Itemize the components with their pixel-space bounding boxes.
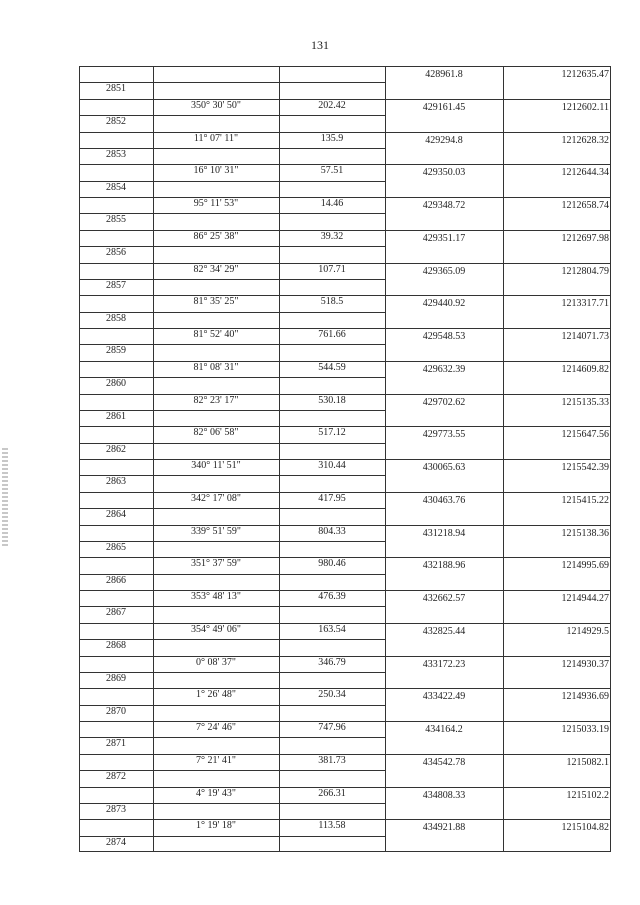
table-row-border xyxy=(385,132,611,133)
bearing-value: 7° 21' 41" xyxy=(196,754,236,766)
distance-value: 57.51 xyxy=(320,165,344,177)
easting-value: 1214944.27 xyxy=(561,593,609,604)
bearing-value: 81° 52' 40" xyxy=(193,329,239,340)
table-row-border xyxy=(385,819,611,820)
easting-value: 1215647.56 xyxy=(561,429,609,441)
station-number: 2860 xyxy=(106,378,126,390)
table-row-border xyxy=(385,426,611,427)
northing-value: 429440.92 xyxy=(422,298,466,310)
table-row-border xyxy=(385,525,611,526)
table-row-border xyxy=(385,394,611,395)
northing-value: 434808.33 xyxy=(422,789,466,801)
distance-value: 250.34 xyxy=(318,689,346,701)
table-row-border xyxy=(385,295,611,296)
table-row-border xyxy=(385,851,611,852)
station-number: 2868 xyxy=(106,640,126,652)
distance-value: 804.33 xyxy=(318,525,346,537)
northing-value: 433172.23 xyxy=(422,658,466,670)
table-row-border xyxy=(79,66,385,67)
easting-value: 1212804.79 xyxy=(561,265,609,277)
station-number: 2872 xyxy=(106,771,126,783)
station-number: 2866 xyxy=(106,574,126,586)
bearing-value: 7° 24' 46" xyxy=(196,722,236,733)
distance-value: 39.32 xyxy=(320,230,344,242)
station-number: 2856 xyxy=(106,247,126,259)
table-row-border xyxy=(385,99,611,100)
table-row-border xyxy=(385,492,611,493)
easting-value: 1215138.36 xyxy=(561,527,609,539)
distance-value: 530.18 xyxy=(318,394,346,406)
easting-value: 1212644.34 xyxy=(561,167,609,179)
distance-value: 381.73 xyxy=(318,754,346,766)
table-row-border xyxy=(385,263,611,264)
table-row-border xyxy=(385,164,611,165)
easting-value: 1215135.33 xyxy=(561,396,609,408)
bearing-value: 342° 17' 08" xyxy=(191,492,241,504)
distance-value: 761.66 xyxy=(318,329,346,340)
station-number: 2869 xyxy=(106,672,126,684)
station-number: 2874 xyxy=(106,836,126,848)
margin-stamp xyxy=(2,448,8,548)
easting-value: 1215542.39 xyxy=(561,462,609,473)
distance-value: 544.59 xyxy=(318,361,346,373)
easting-value: 1212697.98 xyxy=(561,232,609,244)
coordinates-table xyxy=(79,66,611,852)
distance-value: 517.12 xyxy=(318,427,346,439)
station-number: 2870 xyxy=(106,705,126,717)
bearing-value: 351° 37' 59" xyxy=(191,558,241,570)
station-number: 2853 xyxy=(106,148,126,160)
easting-value: 1215082.1 xyxy=(566,756,609,768)
station-number: 2852 xyxy=(106,116,126,128)
distance-value: 476.39 xyxy=(318,591,346,602)
table-row-border xyxy=(385,754,611,755)
bearing-value: 1° 19' 18" xyxy=(196,820,236,832)
station-number: 2863 xyxy=(106,476,126,488)
table-row-border xyxy=(385,197,611,198)
bearing-value: 81° 08' 31" xyxy=(193,361,239,373)
northing-value: 429632.39 xyxy=(422,363,466,375)
table-row-border xyxy=(385,721,611,722)
table-row-border xyxy=(385,590,611,591)
page-number: 131 xyxy=(311,38,329,52)
station-number: 2867 xyxy=(106,607,126,619)
distance-value: 980.46 xyxy=(318,558,346,570)
northing-value: 429548.53 xyxy=(422,331,466,342)
northing-value: 429702.62 xyxy=(422,396,466,408)
distance-value: 310.44 xyxy=(318,460,346,471)
distance-value: 518.5 xyxy=(320,296,344,308)
easting-value: 1214936.69 xyxy=(561,691,609,703)
easting-value: 1212602.11 xyxy=(561,101,609,113)
station-number: 2851 xyxy=(106,83,126,95)
bearing-value: 82° 06' 58" xyxy=(193,427,239,439)
distance-value: 135.9 xyxy=(320,132,344,144)
bearing-value: 81° 35' 25" xyxy=(193,296,239,308)
table-row-border xyxy=(385,361,611,362)
station-number: 2861 xyxy=(106,410,126,422)
northing-value: 428961.8 xyxy=(425,69,463,80)
table-row-border xyxy=(385,557,611,558)
table-row-border xyxy=(385,459,611,460)
table-row-border xyxy=(385,66,611,67)
table-row-border xyxy=(385,688,611,689)
station-number: 2854 xyxy=(106,181,126,193)
northing-value: 429348.72 xyxy=(422,200,466,211)
easting-value: 1215033.19 xyxy=(561,724,609,735)
distance-value: 107.71 xyxy=(318,263,346,275)
bearing-value: 350° 30' 50" xyxy=(191,99,241,111)
northing-value: 434921.88 xyxy=(422,822,466,834)
bearing-value: 86° 25' 38" xyxy=(193,230,239,242)
bearing-value: 16° 10' 31" xyxy=(193,165,239,177)
northing-value: 432188.96 xyxy=(422,560,466,572)
easting-value: 1213317.71 xyxy=(561,298,609,310)
northing-value: 429365.09 xyxy=(422,265,466,277)
easting-value: 1214929.5 xyxy=(566,625,609,637)
easting-value: 1214995.69 xyxy=(561,560,609,572)
easting-value: 1212635.47 xyxy=(561,69,609,80)
distance-value: 163.54 xyxy=(318,623,346,635)
easting-value: 1214609.82 xyxy=(561,363,609,375)
easting-value: 1214930.37 xyxy=(561,658,609,670)
station-number: 2873 xyxy=(106,803,126,815)
table-row-border xyxy=(385,328,611,329)
northing-value: 429351.17 xyxy=(422,232,466,244)
easting-value: 1215104.82 xyxy=(561,822,609,834)
table-row-border xyxy=(385,787,611,788)
station-number: 2855 xyxy=(106,214,126,226)
northing-value: 432825.44 xyxy=(422,625,466,637)
northing-value: 430463.76 xyxy=(422,494,466,506)
station-number: 2857 xyxy=(106,279,126,291)
bearing-value: 0° 08' 37" xyxy=(196,656,236,668)
bearing-value: 354° 49' 06" xyxy=(191,623,241,635)
station-number: 2871 xyxy=(106,738,126,750)
table-row-border xyxy=(79,851,385,852)
bearing-value: 1° 26' 48" xyxy=(196,689,236,701)
northing-value: 433422.49 xyxy=(422,691,466,703)
distance-value: 202.42 xyxy=(318,99,346,111)
distance-value: 747.96 xyxy=(318,722,346,733)
bearing-value: 82° 23' 17" xyxy=(193,394,239,406)
northing-value: 429294.8 xyxy=(425,134,463,146)
northing-value: 434542.78 xyxy=(422,756,466,768)
bearing-value: 340° 11' 51" xyxy=(191,460,241,471)
distance-value: 266.31 xyxy=(318,787,346,799)
station-number: 2858 xyxy=(106,312,126,324)
bearing-value: 95° 11' 53" xyxy=(193,198,239,209)
distance-value: 113.58 xyxy=(318,820,346,832)
bearing-value: 353° 48' 13" xyxy=(191,591,241,602)
northing-value: 432662.57 xyxy=(422,593,466,604)
northing-value: 430065.63 xyxy=(422,462,466,473)
easting-value: 1215415.22 xyxy=(561,494,609,506)
easting-value: 1214071.73 xyxy=(561,331,609,342)
table-row-border xyxy=(385,656,611,657)
bearing-value: 339° 51' 59" xyxy=(191,525,241,537)
distance-value: 417.95 xyxy=(318,492,346,504)
bearing-value: 11° 07' 11" xyxy=(193,132,239,144)
northing-value: 429350.03 xyxy=(422,167,466,179)
easting-value: 1212658.74 xyxy=(561,200,609,211)
easting-value: 1215102.2 xyxy=(566,789,609,801)
northing-value: 429161.45 xyxy=(422,101,466,113)
northing-value: 429773.55 xyxy=(422,429,466,441)
distance-value: 14.46 xyxy=(320,198,344,209)
table-row-border xyxy=(385,623,611,624)
station-number: 2862 xyxy=(106,443,126,455)
easting-value: 1212628.32 xyxy=(561,134,609,146)
northing-value: 434164.2 xyxy=(425,724,463,735)
bearing-value: 4° 19' 43" xyxy=(196,787,236,799)
distance-value: 346.79 xyxy=(318,656,346,668)
station-number: 2865 xyxy=(106,541,126,553)
station-number: 2859 xyxy=(106,345,126,357)
northing-value: 431218.94 xyxy=(422,527,466,539)
table-row-border xyxy=(385,230,611,231)
bearing-value: 82° 34' 29" xyxy=(193,263,239,275)
station-number: 2864 xyxy=(106,509,126,521)
